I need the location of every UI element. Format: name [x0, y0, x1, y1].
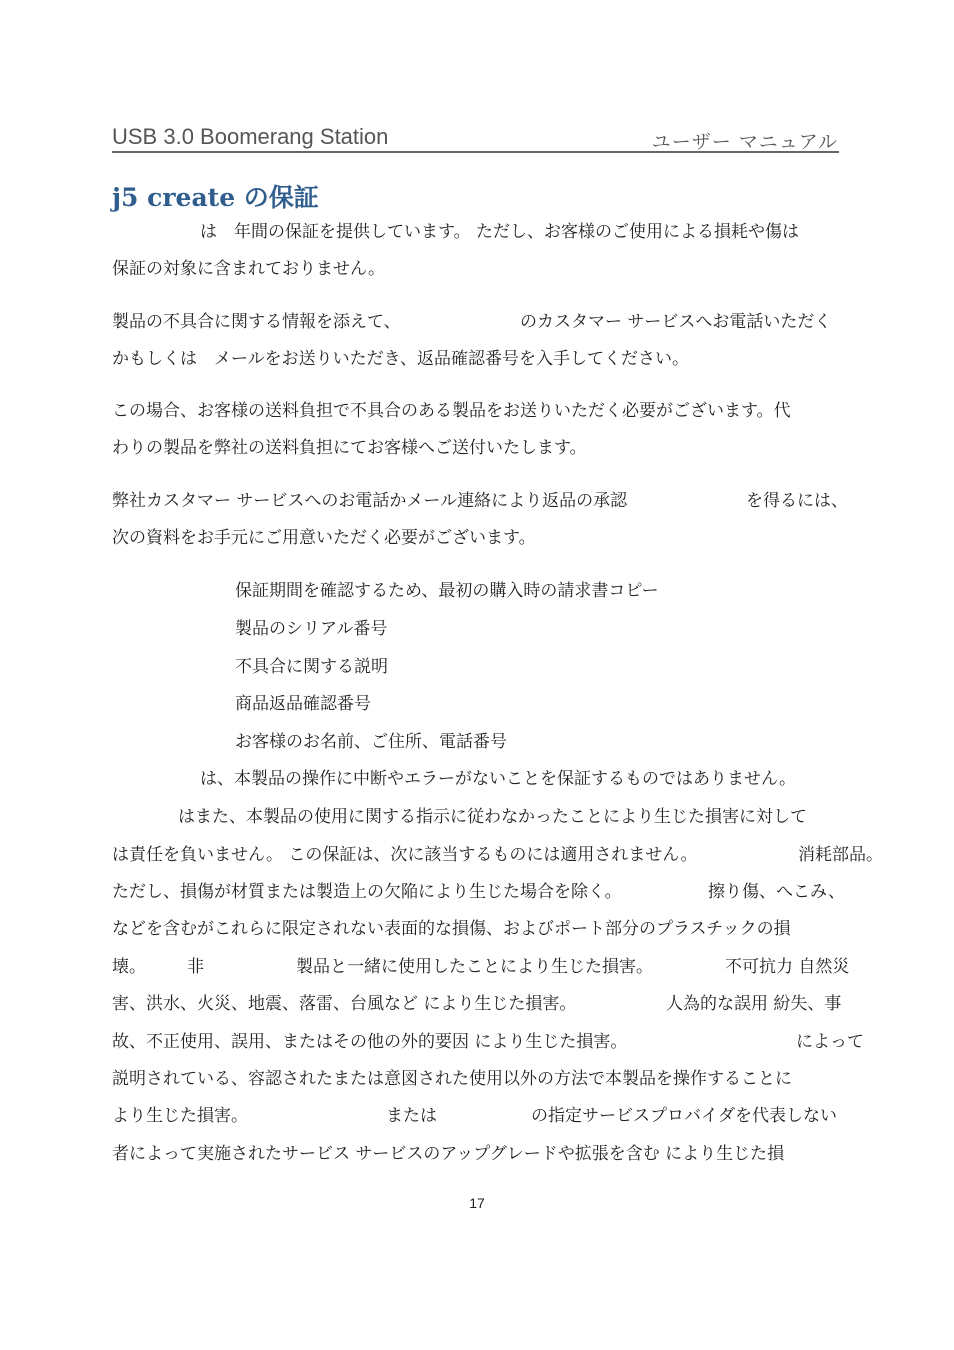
text-line: この場合、お客様の送料負担で不具合のある製品をお送りいただく必要がございます。代	[112, 401, 791, 421]
text-line: は 年間の保証を提供しています。 ただし、お客様のご使用による損耗や傷は	[200, 222, 800, 242]
text-line: より生じた損害。	[112, 1106, 248, 1126]
text-line: 非	[187, 957, 204, 977]
section-title: j5 create の保証	[112, 183, 319, 212]
text-line: ただし、損傷が材質または製造上の欠陥により生じた場合を除く。	[112, 882, 622, 902]
text-line: はまた、本製品の使用に関する指示に従わなかったことにより生じた損害に対して	[178, 807, 807, 827]
text-line: 不可抗力 自然災	[725, 957, 850, 977]
text-line: は責任を負いません。 この保証は、次に該当するものには適用されません。	[112, 845, 698, 865]
text-line: わりの製品を弊社の送料負担にてお客様へご送付いたします。	[112, 438, 587, 458]
list-item: 保証期間を確認するため、最初の購入時の請求書コピー	[235, 581, 659, 601]
text-line: 者によって実施されたサービス サービスのアップグレードや拡張を含む により生じた損	[112, 1144, 785, 1164]
list-item: 不具合に関する説明	[235, 657, 388, 677]
page-number: 17	[469, 1195, 485, 1211]
text-line: 害、洪水、火災、地震、落雷、台風など により生じた損害。	[112, 994, 577, 1014]
list-item: 商品返品確認番号	[235, 694, 371, 714]
text-line: のカスタマー サービスへお電話いただく	[520, 312, 832, 332]
header-divider	[112, 151, 839, 153]
header-product-name: USB 3.0 Boomerang Station	[112, 124, 389, 149]
text-line: 説明されている、容認されたまたは意図された使用以外の方法で本製品を操作することに	[112, 1069, 792, 1089]
text-line: 製品の不具合に関する情報を添えて、	[112, 312, 401, 332]
text-line: によって	[796, 1032, 864, 1052]
text-line: または	[386, 1106, 437, 1126]
text-line: 人為的な誤用 紛失、事	[666, 994, 842, 1014]
text-line: 製品と一緒に使用したことにより生じた損害。	[296, 957, 653, 977]
text-line: 弊社カスタマー サービスへのお電話かメール連絡により返品の承認	[112, 491, 628, 511]
list-item: お客様のお名前、ご住所、電話番号	[235, 732, 507, 752]
text-line: の指定サービスプロバイダを代表しない	[531, 1106, 837, 1126]
text-line: を得るには、	[746, 491, 848, 511]
text-line: 擦り傷、へこみ、	[708, 882, 846, 902]
text-line: などを含むがこれらに限定されない表面的な損傷、およびポート部分のプラスチックの損	[112, 919, 791, 939]
text-line: 保証の対象に含まれておりません。	[112, 259, 386, 279]
text-line: は、本製品の操作に中断やエラーがないことを保証するものではありません。	[200, 769, 797, 789]
text-line: 壊。	[112, 957, 146, 977]
text-line: 次の資料をお手元にご用意いただく必要がございます。	[112, 528, 536, 548]
list-item: 製品のシリアル番号	[235, 619, 388, 639]
text-line: 故、不正使用、誤用、またはその他の外的要因 により生じた損害。	[112, 1032, 628, 1052]
text-line: 消耗部品。	[798, 845, 883, 865]
header-manual-label: ユーザー マニュアル	[651, 131, 838, 153]
text-line: かもしくは メールをお送りいただき、返品確認番号を入手してください。	[112, 349, 689, 369]
